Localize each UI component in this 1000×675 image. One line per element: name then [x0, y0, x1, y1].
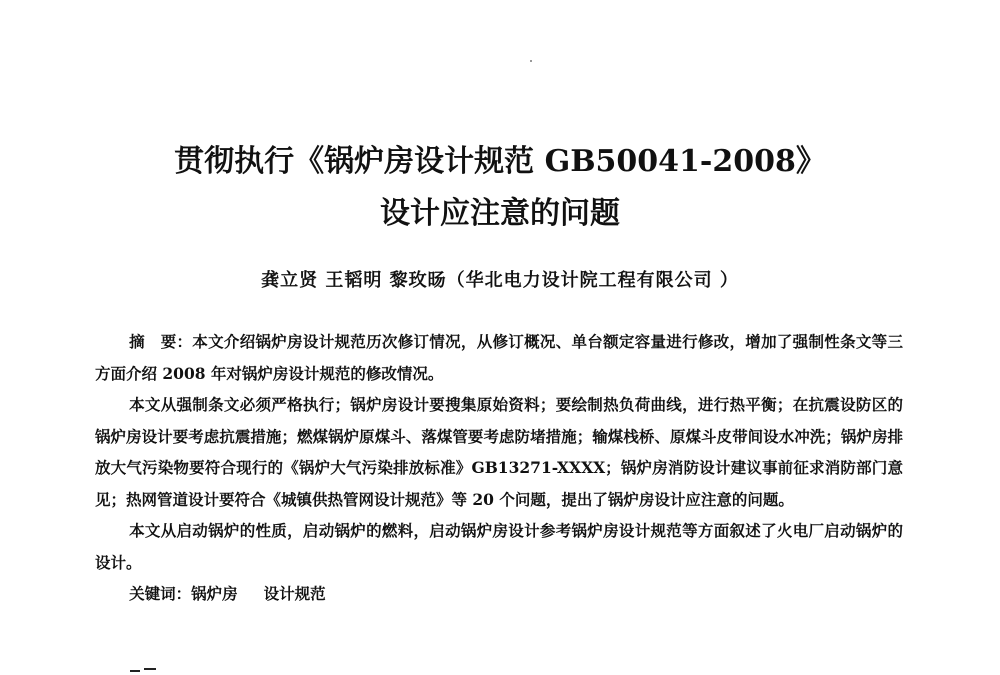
abstract-body [95, 326, 903, 610]
abstract-paragraph-1 [95, 326, 903, 389]
keywords-line [95, 578, 903, 610]
cut-off-heading-fragment [128, 666, 158, 675]
authors-affiliation: 龚立贤 王韬明 黎玫旸（华北电力设计院工程有限公司 ） [261, 270, 739, 291]
scan-speck [530, 60, 532, 62]
abstract-paragraph-3: 本文从启动锅炉的性质，启动锅炉的燃料，启动锅炉房设计参考锅炉房设计规范等方面叙述了火电厂启动锅炉的设计。 [95, 521, 903, 572]
keyword-1: 锅炉房 [191, 584, 238, 603]
keywords-label: 关键词： [129, 584, 192, 603]
abstract-text-1: 本文介绍锅炉房设计规范历次修订情况，从修订概况、单台额定容量进行修改，增加了强制性条文等三方面介绍 2008 年对锅炉房设计规范的修改情况。 [95, 332, 903, 383]
abstract-label: 摘 要： [129, 332, 193, 351]
abstract-paragraph-2: 本文从强制条文必须严格执行；锅炉房设计要搜集原始资料；要绘制热负荷曲线，进行热平衡；在抗震设防区的锅炉房设计要考虑抗震措施；燃煤锅炉原煤斗、落煤管要考虑防堵措施；输煤栈桥、原煤斗皮带间设水冲洗；锅炉房排放大气污染物要符合现行的《锅炉大气污染排放标准》GB13271-XXXX；锅炉房消防设计建议事前征求消防部门意见；热网管道设计要符合《城镇供热管网设计规范》等 20 个问题，提出了锅炉房设计应注意的问题。 [95, 395, 903, 509]
keyword-2: 设计规范 [263, 584, 326, 603]
title-line-1: 贯彻执行《锅炉房设计规范 GB50041-2008》 [174, 144, 826, 179]
title-line-2: 设计应注意的问题 [380, 196, 620, 231]
